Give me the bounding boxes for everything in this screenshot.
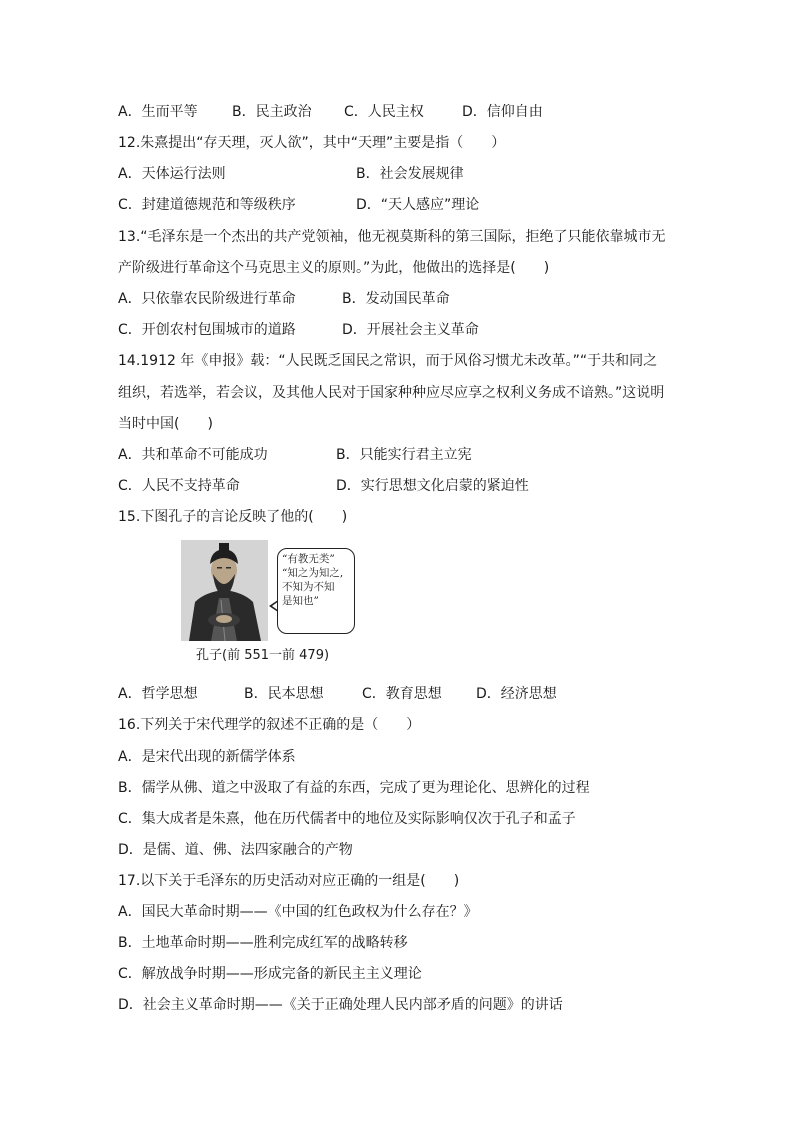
q12-option-d: D．“天人感应”理论 xyxy=(356,197,480,213)
q14-option-b: B．只能实行君主立宪 xyxy=(336,447,472,463)
bubble-line-2: “知之为知之, xyxy=(282,567,344,579)
q16-option-d: D．是儒、道、佛、法四家融合的产物 xyxy=(118,842,353,858)
confucius-portrait-image xyxy=(181,540,268,641)
q13-option-d: D．开展社会主义革命 xyxy=(342,322,479,338)
q15-stem: 15.下图孔子的言论反映了他的( ) xyxy=(118,509,348,525)
bubble-line-3: 不知为不知 xyxy=(282,581,335,593)
confucius-portrait xyxy=(181,540,268,641)
q16-option-c: C．集大成者是朱熹，他在历代儒者中的地位及实际影响仅次于孔子和孟子 xyxy=(118,811,576,827)
speech-bubble xyxy=(277,548,355,634)
q13-stem-line2: 产阶级进行革命这个马克思主义的原则。”为此，他做出的选择是( ) xyxy=(118,260,550,276)
confucius-figure xyxy=(181,540,365,662)
q12-option-c: C．封建道德规范和等级秩序 xyxy=(118,197,296,213)
q17-option-d: D．社会主义革命时期——《关于正确处理人民内部矛盾的问题》的讲话 xyxy=(118,997,563,1013)
q15-option-c: C．教育思想 xyxy=(362,686,442,702)
q15-option-b: B．民本思想 xyxy=(244,686,324,702)
q14-stem-line1: 14.1912 年《申报》载：“人民既乏国民之常识，而于风俗习惯尤未改革。”“于共和同之 xyxy=(118,353,658,369)
q14-stem-line2: 组织，若选举，若会议，及其他人民对于国家种种应尽应享之权利义务成不谙熟。”这说明 xyxy=(118,385,665,401)
q11-option-a: A．生而平等 xyxy=(118,104,198,120)
q12-option-a: A．天体运行法则 xyxy=(118,166,226,182)
q17-option-b: B．土地革命时期——胜利完成红军的战略转移 xyxy=(118,935,408,951)
q14-option-a: A．共和革命不可能成功 xyxy=(118,447,268,463)
q11-option-c: C．人民主权 xyxy=(344,104,424,120)
q11-option-b: B．民主政治 xyxy=(232,104,312,120)
q17-option-a: A．国民大革命时期——《中国的红色政权为什么存在？》 xyxy=(118,904,478,920)
q16-stem: 16.下列关于宋代理学的叙述不正确的是（ ） xyxy=(118,717,421,733)
q13-option-a: A．只依靠农民阶级进行革命 xyxy=(118,291,296,307)
q13-stem-line1: 13.“毛泽东是一个杰出的共产党领袖，他无视莫斯科的第三国际，拒绝了只能依靠城市无 xyxy=(118,229,666,245)
bubble-line-1: “有教无类” xyxy=(282,553,335,565)
q13-option-b: B．发动国民革命 xyxy=(342,291,450,307)
bubble-line-4: 是知也” xyxy=(282,595,319,607)
q12-stem: 12.朱熹提出“存天理，灭人欲”，其中“天理”主要是指（ ） xyxy=(118,135,506,151)
q14-stem-line3: 当时中国( ) xyxy=(118,416,213,432)
q11-option-d: D．信仰自由 xyxy=(462,104,543,120)
q13-option-c: C．开创农村包围城市的道路 xyxy=(118,322,296,338)
q17-option-c: C．解放战争时期——形成完备的新民主主义理论 xyxy=(118,966,422,982)
q12-option-b: B．社会发展规律 xyxy=(356,166,464,182)
q14-option-d: D．实行思想文化启蒙的紧迫性 xyxy=(336,478,529,494)
q15-option-a: A．哲学思想 xyxy=(118,686,198,702)
q17-stem: 17.以下关于毛泽东的历史活动对应正确的一组是( ) xyxy=(118,873,460,889)
q15-option-d: D．经济思想 xyxy=(476,686,557,702)
q16-option-b: B．儒学从佛、道之中汲取了有益的东西，完成了更为理论化、思辨化的过程 xyxy=(118,780,590,796)
q14-option-c: C．人民不支持革命 xyxy=(118,478,240,494)
q16-option-a: A．是宋代出现的新儒学体系 xyxy=(118,749,296,765)
figure-caption: 孔子(前 551一前 479) xyxy=(196,648,330,663)
